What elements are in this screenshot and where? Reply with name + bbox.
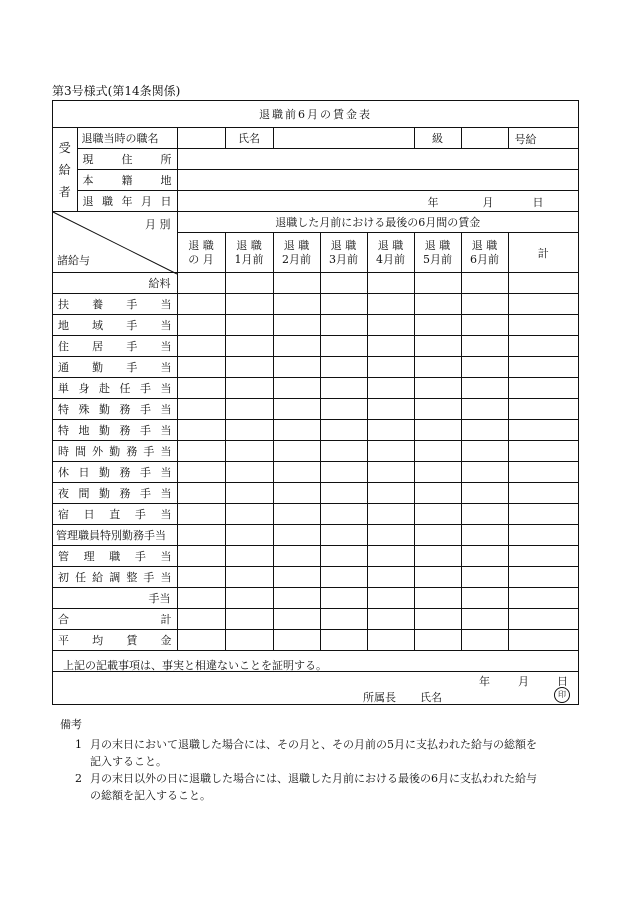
wage-cell[interactable] bbox=[225, 504, 273, 525]
wage-cell[interactable] bbox=[461, 588, 508, 609]
wage-cell[interactable] bbox=[508, 420, 578, 441]
wage-cell[interactable] bbox=[273, 525, 320, 546]
wage-cell[interactable] bbox=[273, 441, 320, 462]
allowance-row bbox=[53, 357, 578, 378]
wage-cell[interactable] bbox=[177, 588, 225, 609]
wage-table bbox=[53, 101, 578, 704]
wage-cell[interactable] bbox=[367, 462, 414, 483]
wage-cell[interactable] bbox=[461, 546, 508, 567]
allowance-row bbox=[53, 336, 578, 357]
month-header-retire: 退 職 の 月 bbox=[177, 233, 225, 273]
sum-cell[interactable] bbox=[414, 609, 461, 630]
wage-cell[interactable] bbox=[225, 294, 273, 315]
allowance-label: 単 身 赴 任 手 当 bbox=[53, 378, 177, 399]
wage-cell[interactable] bbox=[273, 504, 320, 525]
signer-name-label: 氏名 bbox=[420, 691, 442, 704]
wage-cell[interactable] bbox=[367, 315, 414, 336]
wage-cell[interactable] bbox=[177, 399, 225, 420]
month-header-4: 退 職 4月前 bbox=[367, 233, 414, 273]
wage-cell[interactable] bbox=[461, 378, 508, 399]
wage-cell[interactable] bbox=[320, 294, 367, 315]
retirement-date-field[interactable] bbox=[177, 191, 578, 212]
wage-cell[interactable] bbox=[414, 525, 461, 546]
allowance-label: 夜 間 勤 務 手 当 bbox=[53, 483, 177, 504]
allowance-label: 扶 養 手 当 bbox=[53, 294, 177, 315]
wage-cell[interactable] bbox=[177, 294, 225, 315]
wage-cell[interactable] bbox=[177, 525, 225, 546]
allowance-label: 手 当 bbox=[53, 588, 177, 609]
table-title: 退職前6月の賃金表 bbox=[53, 101, 578, 128]
wage-cell[interactable] bbox=[367, 483, 414, 504]
form-number-label: 第3号様式(第14条関係) bbox=[52, 84, 181, 98]
wage-cell[interactable] bbox=[414, 378, 461, 399]
wage-cell[interactable] bbox=[273, 378, 320, 399]
retirement-date-label: 退 職 年 月 日 bbox=[77, 191, 177, 212]
wage-cell[interactable] bbox=[414, 483, 461, 504]
allowance-label: 特 地 勤 務 手 当 bbox=[53, 420, 177, 441]
month-header-6: 退 職 6月前 bbox=[461, 233, 508, 273]
wage-cell[interactable] bbox=[225, 546, 273, 567]
sum-label: 合 計 bbox=[53, 609, 177, 630]
allowance-row bbox=[53, 588, 578, 609]
allowance-row bbox=[53, 378, 578, 399]
wage-cell[interactable] bbox=[461, 504, 508, 525]
wage-cell[interactable] bbox=[320, 315, 367, 336]
wage-cell[interactable] bbox=[177, 336, 225, 357]
wage-cell[interactable] bbox=[225, 462, 273, 483]
wage-cell[interactable] bbox=[461, 483, 508, 504]
wage-cell[interactable] bbox=[320, 525, 367, 546]
month-header-2: 退 職 2月前 bbox=[273, 233, 320, 273]
sum-cell[interactable] bbox=[320, 609, 367, 630]
address-label: 現 住 所 bbox=[77, 149, 177, 170]
wage-cell[interactable] bbox=[367, 399, 414, 420]
note-item: 2 月の末日以外の日に退職した場合には、退職した月前における最後の6月に支払われた給与 bbox=[75, 772, 537, 785]
wage-cell[interactable] bbox=[320, 273, 367, 294]
wage-table-frame bbox=[52, 100, 579, 705]
grade-label: 級 bbox=[414, 128, 461, 149]
domicile-field[interactable] bbox=[177, 170, 578, 191]
wage-cell[interactable] bbox=[508, 546, 578, 567]
month-header-1: 退 職 1月前 bbox=[225, 233, 273, 273]
wage-cell[interactable] bbox=[225, 315, 273, 336]
certification-statement: 上記の記載事項は、事実と相違ないことを証明する。 bbox=[63, 659, 327, 672]
wage-cell[interactable] bbox=[320, 336, 367, 357]
wage-cell[interactable] bbox=[320, 378, 367, 399]
wage-cell[interactable] bbox=[273, 483, 320, 504]
certification-date: 年 月 日 bbox=[479, 675, 569, 688]
note-item-continued: 記入すること。 bbox=[90, 755, 167, 768]
certification-area bbox=[53, 651, 578, 704]
wage-cell[interactable] bbox=[414, 273, 461, 294]
wage-cell[interactable] bbox=[508, 294, 578, 315]
recipient-side-label: 受 給 者 bbox=[53, 128, 77, 212]
wage-cell[interactable] bbox=[414, 567, 461, 588]
wage-cell[interactable] bbox=[320, 441, 367, 462]
allowance-label: 住 居 手 当 bbox=[53, 336, 177, 357]
wage-cell[interactable] bbox=[225, 378, 273, 399]
wage-cell[interactable] bbox=[273, 588, 320, 609]
wage-cell[interactable] bbox=[414, 441, 461, 462]
wage-cell[interactable] bbox=[367, 378, 414, 399]
wage-cell[interactable] bbox=[367, 273, 414, 294]
allowance-label: 時 間 外 勤 務 手 当 bbox=[53, 441, 177, 462]
allowance-label: 地 域 手 当 bbox=[53, 315, 177, 336]
allowance-row bbox=[53, 294, 578, 315]
wage-cell[interactable] bbox=[177, 420, 225, 441]
address-field[interactable] bbox=[177, 149, 578, 170]
signer-title: 所属長 bbox=[363, 691, 396, 704]
job-title-label: 退職当時の職名 bbox=[77, 128, 177, 149]
wage-cell[interactable] bbox=[461, 441, 508, 462]
wage-cell[interactable] bbox=[367, 336, 414, 357]
average-label: 平 均 賃 金 bbox=[53, 630, 177, 651]
wage-cell[interactable] bbox=[225, 399, 273, 420]
allowance-label: 宿 日 直 手 当 bbox=[53, 504, 177, 525]
name-label: 氏名 bbox=[225, 128, 273, 149]
wage-cell[interactable] bbox=[508, 315, 578, 336]
wage-cell[interactable] bbox=[273, 462, 320, 483]
wage-cell[interactable] bbox=[177, 273, 225, 294]
wage-cell[interactable] bbox=[461, 399, 508, 420]
wage-cell[interactable] bbox=[508, 567, 578, 588]
wage-cell[interactable] bbox=[273, 336, 320, 357]
grade-field[interactable] bbox=[461, 128, 508, 149]
wage-cell[interactable] bbox=[414, 294, 461, 315]
wage-cell[interactable] bbox=[367, 525, 414, 546]
wage-cell[interactable] bbox=[320, 483, 367, 504]
wage-cell[interactable] bbox=[177, 441, 225, 462]
wage-cell[interactable] bbox=[367, 441, 414, 462]
allowance-row bbox=[53, 399, 578, 420]
wage-cell[interactable] bbox=[177, 378, 225, 399]
allowance-row bbox=[53, 315, 578, 336]
sum-cell[interactable] bbox=[461, 609, 508, 630]
wage-cell[interactable] bbox=[320, 357, 367, 378]
wage-cell[interactable] bbox=[273, 273, 320, 294]
wage-cell[interactable] bbox=[225, 273, 273, 294]
wage-cell[interactable] bbox=[225, 420, 273, 441]
wage-cell[interactable] bbox=[177, 462, 225, 483]
job-title-field[interactable] bbox=[177, 128, 225, 149]
step-label: 号給 bbox=[514, 133, 537, 146]
wage-cell[interactable] bbox=[367, 567, 414, 588]
wage-cell[interactable] bbox=[320, 399, 367, 420]
average-cell[interactable] bbox=[508, 630, 578, 651]
wage-cell[interactable] bbox=[461, 315, 508, 336]
wage-cell[interactable] bbox=[320, 588, 367, 609]
domicile-label: 本 籍 地 bbox=[77, 170, 177, 191]
wage-cell[interactable] bbox=[461, 525, 508, 546]
allowance-row bbox=[53, 441, 578, 462]
total-header: 計 bbox=[508, 233, 578, 273]
allowance-label: 初 任 給 調 整 手 当 bbox=[53, 567, 177, 588]
wage-cell[interactable] bbox=[177, 357, 225, 378]
average-cell[interactable] bbox=[320, 630, 367, 651]
average-cell[interactable] bbox=[414, 630, 461, 651]
sum-cell[interactable] bbox=[225, 609, 273, 630]
wage-cell[interactable] bbox=[273, 420, 320, 441]
allowance-label: 諸給与 bbox=[57, 254, 90, 267]
wage-cell[interactable] bbox=[177, 504, 225, 525]
period-label: 退職した月前における最後の6月間の賃金 bbox=[177, 212, 578, 233]
wage-cell[interactable] bbox=[273, 567, 320, 588]
wage-cell[interactable] bbox=[177, 546, 225, 567]
wage-cell[interactable] bbox=[414, 462, 461, 483]
wage-cell[interactable] bbox=[508, 357, 578, 378]
sum-cell[interactable] bbox=[273, 609, 320, 630]
sum-cell[interactable] bbox=[177, 609, 225, 630]
wage-cell[interactable] bbox=[461, 357, 508, 378]
wage-cell[interactable] bbox=[320, 462, 367, 483]
allowance-label: 管 理 職 手 当 bbox=[53, 546, 177, 567]
wage-cell[interactable] bbox=[414, 546, 461, 567]
wage-cell[interactable] bbox=[414, 420, 461, 441]
wage-cell[interactable] bbox=[461, 294, 508, 315]
wage-cell[interactable] bbox=[367, 504, 414, 525]
wage-cell[interactable] bbox=[508, 336, 578, 357]
sum-cell[interactable] bbox=[508, 609, 578, 630]
month-header-5: 退 職 5月前 bbox=[414, 233, 461, 273]
allowance-label: 特 殊 勤 務 手 当 bbox=[53, 399, 177, 420]
allowance-row bbox=[53, 567, 578, 588]
wage-cell[interactable] bbox=[508, 273, 578, 294]
average-cell[interactable] bbox=[367, 630, 414, 651]
wage-cell[interactable] bbox=[225, 588, 273, 609]
wage-cell[interactable] bbox=[414, 336, 461, 357]
allowance-row bbox=[53, 483, 578, 504]
date-day: 日 bbox=[532, 196, 544, 209]
wage-cell[interactable] bbox=[320, 420, 367, 441]
wage-cell[interactable] bbox=[508, 399, 578, 420]
wage-cell[interactable] bbox=[367, 420, 414, 441]
wage-cell[interactable] bbox=[320, 546, 367, 567]
date-month: 月 bbox=[482, 196, 494, 209]
wage-cell[interactable] bbox=[225, 357, 273, 378]
sum-cell[interactable] bbox=[367, 609, 414, 630]
allowance-label: 給 料 bbox=[53, 273, 177, 294]
wage-cell[interactable] bbox=[177, 567, 225, 588]
wage-cell[interactable] bbox=[225, 336, 273, 357]
wage-cell[interactable] bbox=[177, 315, 225, 336]
allowance-row bbox=[53, 420, 578, 441]
wage-cell[interactable] bbox=[508, 483, 578, 504]
date-year: 年 bbox=[427, 196, 439, 209]
wage-cell[interactable] bbox=[414, 588, 461, 609]
allowance-row bbox=[53, 504, 578, 525]
wage-cell[interactable] bbox=[273, 546, 320, 567]
wage-cell[interactable] bbox=[273, 315, 320, 336]
average-cell[interactable] bbox=[177, 630, 225, 651]
seal-mark-icon: 印 bbox=[554, 687, 570, 703]
allowance-label: 通 勤 手 当 bbox=[53, 357, 177, 378]
wage-cell[interactable] bbox=[225, 441, 273, 462]
wage-cell[interactable] bbox=[177, 483, 225, 504]
wage-cell[interactable] bbox=[225, 567, 273, 588]
wage-cell[interactable] bbox=[414, 399, 461, 420]
wage-cell[interactable] bbox=[273, 399, 320, 420]
wage-cell[interactable] bbox=[367, 357, 414, 378]
wage-cell[interactable] bbox=[461, 567, 508, 588]
wage-cell[interactable] bbox=[508, 525, 578, 546]
wage-cell[interactable] bbox=[508, 588, 578, 609]
wage-cell[interactable] bbox=[461, 420, 508, 441]
wage-cell[interactable] bbox=[414, 357, 461, 378]
wage-cell[interactable] bbox=[461, 273, 508, 294]
wage-cell[interactable] bbox=[367, 546, 414, 567]
average-cell[interactable] bbox=[225, 630, 273, 651]
wage-cell[interactable] bbox=[508, 441, 578, 462]
wage-cell[interactable] bbox=[273, 294, 320, 315]
notes-heading: 備考 bbox=[60, 718, 82, 731]
average-cell[interactable] bbox=[273, 630, 320, 651]
step-field[interactable] bbox=[508, 128, 578, 149]
notes-section bbox=[60, 716, 590, 804]
allowance-row bbox=[53, 546, 578, 567]
wage-cell[interactable] bbox=[273, 357, 320, 378]
allowance-row bbox=[53, 525, 578, 546]
month-label: 月 別 bbox=[145, 218, 171, 231]
signer-line bbox=[363, 689, 442, 705]
wage-cell[interactable] bbox=[367, 294, 414, 315]
wage-cell[interactable] bbox=[225, 483, 273, 504]
allowance-row bbox=[53, 273, 578, 294]
diagonal-header-cell bbox=[53, 212, 177, 273]
wage-cell[interactable] bbox=[367, 588, 414, 609]
wage-cell[interactable] bbox=[508, 504, 578, 525]
wage-cell[interactable] bbox=[508, 462, 578, 483]
allowance-row bbox=[53, 462, 578, 483]
wage-cell[interactable] bbox=[414, 315, 461, 336]
wage-cell[interactable] bbox=[461, 336, 508, 357]
note-item: 1 月の末日において退職した場合には、その月と、その月前の5月に支払われた給与の総額を bbox=[75, 738, 537, 751]
name-field[interactable] bbox=[273, 128, 414, 149]
wage-cell[interactable] bbox=[225, 525, 273, 546]
month-header-3: 退 職 3月前 bbox=[320, 233, 367, 273]
wage-cell[interactable] bbox=[461, 462, 508, 483]
wage-cell[interactable] bbox=[320, 567, 367, 588]
wage-cell[interactable] bbox=[508, 378, 578, 399]
allowance-label: 休 日 勤 務 手 当 bbox=[53, 462, 177, 483]
average-cell[interactable] bbox=[461, 630, 508, 651]
wage-cell[interactable] bbox=[320, 504, 367, 525]
allowance-label: 管理職員特別勤務手当 bbox=[53, 525, 177, 546]
wage-cell[interactable] bbox=[414, 504, 461, 525]
note-item-continued: の総額を記入すること。 bbox=[90, 789, 211, 802]
